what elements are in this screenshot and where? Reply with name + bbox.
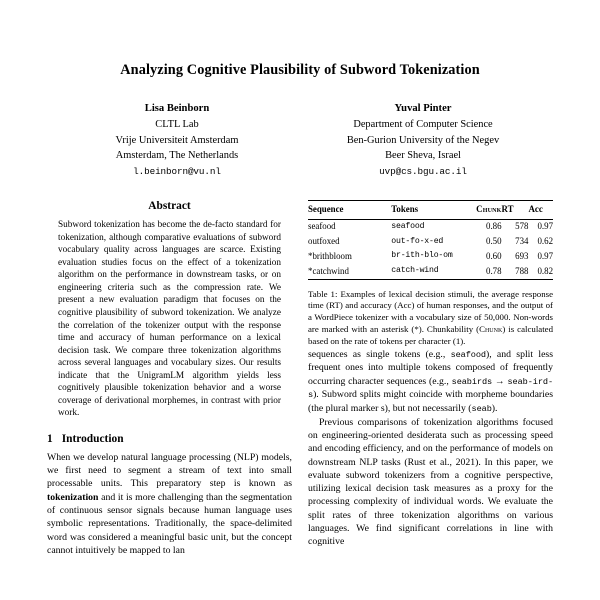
cell-sequence: *brithbloom [308,250,352,261]
table-row [308,234,553,249]
cell-acc: 0.62 [537,236,553,247]
author-institution: Vrije Universiteit Amsterdam [115,134,239,146]
author-affiliation: CLTL Lab [155,119,199,131]
author-location: Beer Sheva, Israel [385,150,461,162]
caption-text-b: ) is calculated based on the rate of tokens per character (1). [308,323,553,346]
author-block-left [54,101,300,178]
author-name: Lisa Beinborn [144,103,210,115]
column-header-acc: Acc [528,203,543,214]
table-body [308,219,553,279]
column-header-tokens: Tokens [391,203,419,214]
cell-chunk: 0.60 [486,250,502,261]
abstract-text: Subword tokenization has become the de-facto standard for tokenization, although comparative evaluations of subword vocabulary quality across languages are scarce. Existing evaluation studies focus on the effect of a tokenization algorithm on the performance in downstream tasks, or on engineering criteria such as the compression rate. We present a new evaluation paradigm that focuses on the cognitive plausibility of subword tokenization. We analyze the correlation of the tokenizer output with the response time and accuracy of human performance on a lexical decision task. We compare three tokenization algorithms across several languages and vocabulary sizes. Our results indicate that the UnigramLM algorithm yields less cognitively plausible tokenization behavior and a worse coverage of derivational morphemes, in contrast with prior work. [58,220,281,419]
cell-tokens: seafood [391,221,425,231]
author-block-right [300,101,546,178]
stimuli-table [308,200,553,279]
rc-arrow: → [492,375,508,387]
rc-code-seabirds: seabirds [451,376,493,387]
section-title: Introduction [61,432,124,445]
introduction-paragraph [47,451,292,557]
caption-text-a: Table 1: Examples of lexical decision stimuli, the average response time (RT) and accuracy (Acc) of human responses, and the output of a WordPiece tokenizer with a vocabulary size of 50,000. Non-words are marked with an asterisk (*). Chunkability ( [308,288,553,334]
intro-bold-term: tokenization [47,491,99,503]
table-row [308,264,553,279]
table-1-wrapper [308,200,553,347]
rc-code-seafood: seafood [450,349,486,360]
cell-chunk: 0.50 [486,236,502,247]
table-row [308,219,553,234]
author-affiliation: Department of Computer Science [353,119,493,131]
column-header-chunk: Chunk [476,203,502,214]
rc-text-d: ). [491,402,498,414]
cell-tokens: br-ith-blo-om [391,251,453,261]
page-title: Analyzing Cognitive Plausibility of Subword Tokenization [120,62,480,78]
author-institution: Ben-Gurion University of the Negev [346,134,500,146]
cell-rt: 578 [515,221,529,232]
cell-rt: 734 [515,236,529,247]
author-block-group [0,79,600,178]
section-number: 1 [47,432,53,445]
column-header-sequence: Sequence [308,203,344,214]
cell-tokens: out-fo-x-ed [391,236,444,246]
cell-chunk: 0.86 [486,221,502,232]
column-header-rt: RT [501,203,514,214]
rc-code-seab: seab [471,403,492,414]
cell-rt: 693 [515,250,529,261]
author-name: Yuval Pinter [394,103,452,115]
section-heading-introduction [47,433,292,445]
left-column [47,200,292,557]
author-email[interactable]: l.beinborn@vu.nl [133,165,221,177]
intro-text-a: When we develop natural language processing (NLP) models, we first need to segment a stream of text into small processable units. This preparatory step is known as [47,451,292,490]
right-column [308,200,553,557]
caption-smallcaps-chunk: Chunk [479,323,503,334]
cell-sequence: seafood [308,221,336,232]
cell-chunk: 0.78 [486,265,502,276]
cell-acc: 0.97 [537,250,553,261]
table-caption [308,289,553,348]
two-column-body [0,178,600,557]
table-row [308,249,553,264]
right-paragraph-1 [308,348,553,416]
cell-acc: 0.82 [537,265,553,276]
rc-code-seab-ird-s: seab-ird-s [308,376,553,401]
rc-text-a: sequences as single tokens (e.g., [308,348,451,360]
cell-sequence: *catchwind [308,265,349,276]
abstract-heading: Abstract [148,200,191,213]
author-location: Amsterdam, The Netherlands [115,150,239,162]
author-email[interactable]: uvp@cs.bgu.ac.il [379,165,467,177]
intro-text-b: and it is more challenging than the segmentation of continuous sensor signals because human language uses symbolic representations. Traditionally, the space-delimited word was considered a meaningful basic unit, but the concept cannot intuitively be mapped to lan [47,491,292,556]
cell-acc: 0.97 [537,221,553,232]
cell-rt: 788 [515,265,529,276]
rc-text-c: ). Subword splits might coincide with morpheme boundaries (the plural marker s), but not necessarily ( [308,389,553,414]
cell-sequence: outfoxed [308,236,340,247]
cell-tokens: catch-wind [391,266,439,276]
right-paragraph-2: Previous comparisons of tokenization algorithms focused on engineering-oriented desiderata such as processing speed and encoding efficiency, and on the performance of models on downstream NLP tasks (Rust et al., 2021). In this paper, we evaluate subword tokenizers from a cognitive perspective, utilizing lexical decision task measures as a proxy for the processing complexity of individual words. We evaluate the split rates of three tokenization algorithms on various languages. We find significant correlations in line with cognitive [308,416,553,548]
rc-text-b: ), and split less frequent ones into multiple tokens composed of frequently occurring character sequences (e.g., [308,348,553,387]
table-header-row [308,201,553,219]
table-header [308,201,553,219]
